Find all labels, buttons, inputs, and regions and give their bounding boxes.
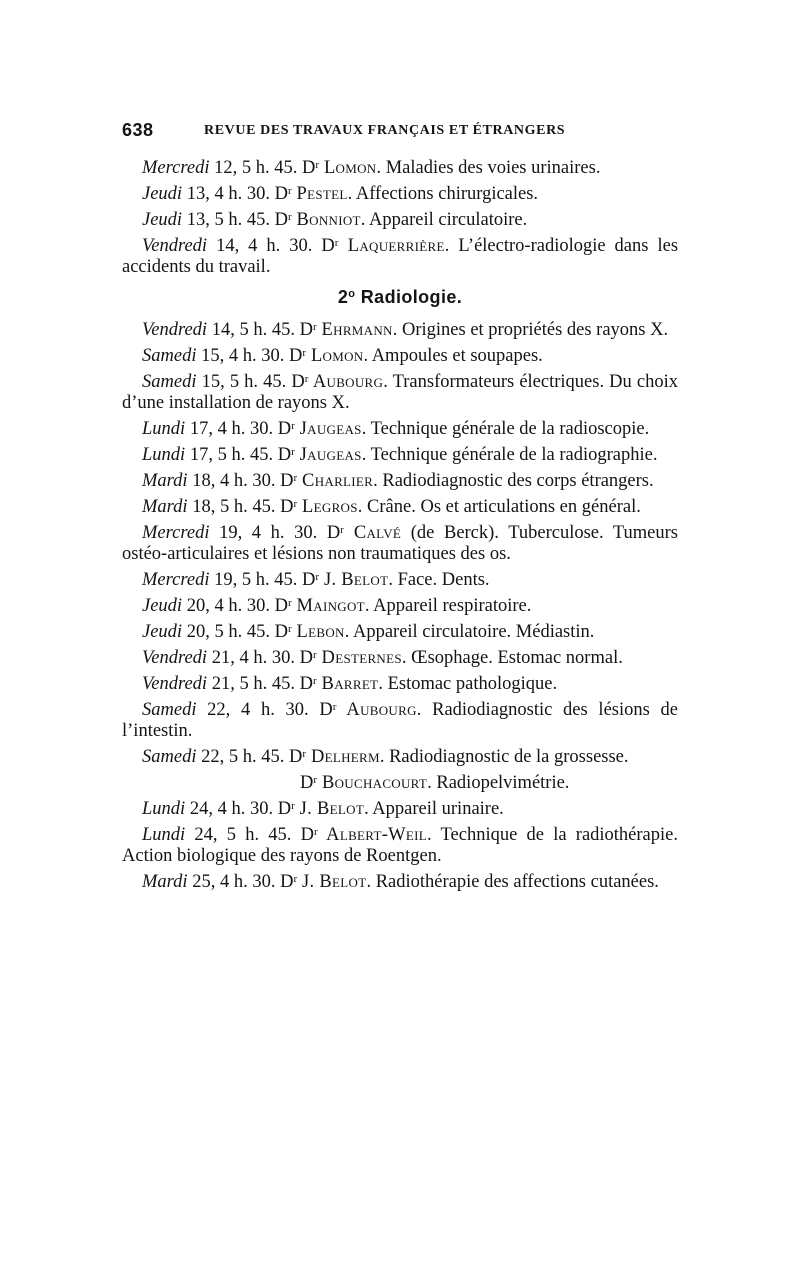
entry-dr-sup: r	[287, 211, 292, 223]
entry-lecturer: Pestel	[291, 184, 348, 204]
entry-lecturer: Calvé	[343, 523, 402, 543]
entry-topic: . Estomac pathologique.	[378, 674, 558, 694]
entry-dr: D	[277, 445, 292, 465]
entry-lecturer: Maingot	[291, 596, 365, 616]
entry-time: 22, 5 h. 45.	[196, 747, 289, 767]
entry-lecturer: J. Belot	[319, 570, 389, 590]
schedule-entry	[122, 445, 678, 466]
entry-time: 21, 5 h. 45.	[207, 674, 300, 694]
entry-lecturer: Lomon	[319, 158, 377, 178]
entry-time: 20, 5 h. 45.	[182, 622, 275, 642]
schedule-entry	[122, 320, 678, 341]
entry-topic: . Radiodiagnostic des lésions de l’intestin.	[122, 700, 678, 741]
entry-lecturer: J. Belot	[297, 872, 367, 892]
schedule-entry	[122, 872, 678, 893]
entry-day: Samedi	[142, 346, 197, 366]
schedule-entry	[122, 158, 678, 179]
entry-lecturer: Aubourg	[308, 372, 384, 392]
entry-dr: D	[274, 184, 288, 204]
entry-dr-sup: r	[302, 748, 307, 760]
entries-block-2	[122, 320, 678, 768]
entry-day: Mercredi	[142, 570, 210, 590]
entry-dr: D	[288, 346, 303, 366]
entry-day: Samedi	[142, 372, 197, 392]
entry-day: Vendredi	[142, 648, 208, 668]
entry-topic: (de Berck). Tuberculose. Tumeurs ostéo-articulaires et lésions non traumatiques des os.	[122, 523, 678, 564]
entry-topic: . Œsophage. Estomac normal.	[401, 648, 623, 668]
entry-dr: D	[299, 648, 313, 668]
entry-lecturer: Delherm	[306, 747, 380, 767]
entry-time: 14, 4 h. 30.	[207, 236, 322, 256]
schedule-entry	[122, 372, 678, 414]
entries-block-3	[122, 799, 678, 893]
entry-dr-sup: r	[313, 774, 318, 786]
entry-lecturer: Bonniot	[291, 210, 361, 230]
entry-time: 24, 4 h. 30.	[185, 799, 278, 819]
entry-day: Jeudi	[142, 596, 183, 616]
entry-day: Lundi	[142, 419, 186, 439]
entry-lecturer: Jaugeas	[294, 445, 362, 465]
schedule-entry	[122, 471, 678, 492]
entry-lecturer: Legros	[297, 497, 358, 517]
entry-dr: D	[299, 674, 313, 694]
entry-dr-sup: r	[304, 373, 309, 385]
entry-dr: D	[274, 210, 288, 230]
entry-topic: . Maladies des voies urinaires.	[376, 158, 601, 178]
entry-topic: . Transformateurs électriques. Du choix d’une installation de rayons X.	[122, 372, 679, 413]
entry-dr: D	[299, 320, 313, 340]
entry-dr: D	[280, 471, 294, 491]
entry-topic: . Appareil circulatoire.	[360, 210, 528, 230]
entry-time: 13, 4 h. 30.	[182, 184, 275, 204]
entry-dr-sup: r	[312, 649, 317, 661]
entry-time: 24, 5 h. 45.	[185, 825, 301, 845]
entry-dr-sup: r	[332, 701, 337, 713]
entry-day: Mardi	[142, 497, 188, 517]
schedule-entry	[122, 825, 678, 867]
schedule-entry	[122, 184, 678, 205]
entry-topic: . Appareil respiratoire.	[364, 596, 532, 616]
entry-lecturer: Ehrmann	[316, 320, 393, 340]
schedule-entry	[122, 648, 678, 669]
entry-day: Jeudi	[142, 184, 183, 204]
entry-day: Mardi	[142, 872, 188, 892]
entry-topic: . Appareil urinaire.	[364, 799, 504, 819]
document-page	[122, 120, 678, 898]
entry-time: 17, 4 h. 30.	[185, 419, 278, 439]
running-title: REVUE DES TRAVAUX FRANÇAIS ET ÉTRANGERS	[204, 123, 566, 138]
running-header	[122, 120, 678, 146]
entry-dr-sup: r	[293, 498, 298, 510]
entry-day: Mardi	[142, 471, 188, 491]
entry-day: Vendredi	[142, 320, 208, 340]
entry-dr-sup: r	[287, 185, 292, 197]
entry-dr-sup: r	[293, 472, 298, 484]
page-number: 638	[122, 120, 154, 140]
schedule-entry	[122, 596, 678, 617]
entry-dr-sup: r	[340, 524, 344, 536]
entry-dr: D	[288, 747, 303, 767]
entry-day: Mercredi	[142, 158, 210, 178]
entry-dr: D	[277, 799, 292, 819]
schedule-entry	[122, 747, 678, 768]
schedule-entry	[122, 523, 678, 565]
entry-time: 19, 4 h. 30.	[209, 523, 327, 543]
section-number-sup: o	[348, 288, 356, 300]
entry-time: 15, 4 h. 30.	[196, 346, 289, 366]
entry-topic: . Radiodiagnostic des corps étrangers.	[373, 471, 654, 491]
entry-day: Mercredi	[142, 523, 210, 543]
entry-time: 19, 5 h. 45.	[209, 570, 302, 590]
entry-day: Lundi	[142, 799, 186, 819]
entry-dr-sup: r	[287, 597, 292, 609]
entry-day: Samedi	[142, 700, 197, 720]
schedule-entry	[122, 570, 678, 591]
entry-time: 17, 5 h. 45.	[185, 445, 278, 465]
entry-topic: . Ampoules et soupapes.	[363, 346, 543, 366]
schedule-entry	[122, 700, 678, 742]
entry-day: Samedi	[142, 747, 197, 767]
schedule-entry	[122, 497, 678, 518]
entry-time: 22, 4 h. 30.	[196, 700, 320, 720]
entry-dr: D	[301, 158, 316, 178]
entry-dr: D	[300, 773, 314, 793]
entry-dr: D	[301, 570, 316, 590]
entry-dr: D	[274, 622, 288, 642]
entry-time: 15, 5 h. 45.	[196, 372, 292, 392]
entry-dr-sup: r	[312, 321, 317, 333]
entry-dr-sup: r	[293, 873, 298, 885]
entry-lecturer: Lomon	[306, 346, 364, 366]
schedule-entry	[122, 210, 678, 231]
section-number: 2	[337, 287, 349, 307]
entry-topic: . Technique générale de la radiographie.	[361, 445, 658, 465]
entry-time: 20, 4 h. 30.	[182, 596, 275, 616]
entry-dr-sup: r	[334, 237, 339, 249]
entry-topic: . L’électro-radiologie dans les accidents du travail.	[122, 236, 679, 277]
entry-day: Lundi	[142, 825, 186, 845]
entry-time: 14, 5 h. 45.	[207, 320, 300, 340]
entry-lecturer: Aubourg	[336, 700, 417, 720]
entry-dr-sup: r	[287, 623, 292, 635]
entry-time: 21, 4 h. 30.	[207, 648, 300, 668]
entry-dr: D	[280, 497, 294, 517]
entry-dr-sup: r	[312, 675, 317, 687]
entry-dr: D	[326, 523, 341, 543]
entry-lecturer: Jaugeas	[294, 419, 362, 439]
entry-lecturer: Albert-Weil	[317, 825, 428, 845]
entry-topic: . Radiodiagnostic de la grossesse.	[379, 747, 629, 767]
entry-dr: D	[300, 825, 314, 845]
entry-day: Jeudi	[142, 210, 183, 230]
entry-day: Vendredi	[142, 674, 208, 694]
schedule-entry	[122, 674, 678, 695]
entry-topic: . Radiothérapie des affections cutanées.	[366, 872, 659, 892]
section-heading	[122, 287, 678, 308]
entry-dr-sup: r	[291, 446, 295, 458]
entry-dr-sup: r	[291, 800, 295, 812]
entry-time: 18, 5 h. 45.	[187, 497, 281, 517]
section-title: Radiologie.	[355, 287, 463, 307]
entry-dr-sup: r	[315, 571, 320, 583]
entry-dr: D	[277, 419, 292, 439]
entry-topic: . Origines et propriétés des rayons X.	[392, 320, 669, 340]
entry-dr-sup: r	[302, 347, 307, 359]
entry-topic: . Technique générale de la radioscopie.	[361, 419, 650, 439]
entry-day: Lundi	[142, 445, 186, 465]
entry-topic: . Radiopelvimétrie.	[427, 773, 570, 793]
schedule-entry	[122, 622, 678, 643]
entry-lecturer: Charlier	[297, 471, 374, 491]
entry-topic: . Technique de la radiothérapie. Action biologique des rayons de Roentgen.	[122, 825, 678, 866]
entry-dr: D	[321, 236, 335, 256]
entry-lecturer: Bouchacourt	[317, 773, 428, 793]
entry-topic: . Crâne. Os et articulations en général.	[357, 497, 641, 517]
entry-lecturer: Desternes	[316, 648, 402, 668]
entry-lecturer: Lebon	[291, 622, 345, 642]
entry-dr-sup: r	[314, 826, 318, 838]
entry-lecturer: Laquerrière	[338, 236, 445, 256]
entry-lecturer: J. Belot	[294, 799, 365, 819]
continuation-entry	[122, 773, 678, 794]
entry-dr: D	[274, 596, 288, 616]
schedule-entry	[122, 346, 678, 367]
entry-dr: D	[319, 700, 333, 720]
entry-topic: . Face. Dents.	[388, 570, 490, 590]
entry-topic: . Affections chirurgicales.	[347, 184, 539, 204]
entry-dr-sup: r	[291, 420, 295, 432]
entry-time: 12, 5 h. 45.	[209, 158, 302, 178]
entry-day: Jeudi	[142, 622, 183, 642]
entries-block-1	[122, 158, 678, 278]
schedule-entry	[122, 419, 678, 440]
entry-lecturer: Barret	[316, 674, 379, 694]
schedule-entry	[122, 799, 678, 820]
entry-dr-sup: r	[315, 159, 320, 171]
entry-day: Vendredi	[142, 236, 208, 256]
entry-topic: . Appareil circulatoire. Médiastin.	[344, 622, 595, 642]
schedule-entry	[122, 236, 678, 278]
entry-time: 25, 4 h. 30.	[187, 872, 281, 892]
entry-dr: D	[280, 872, 294, 892]
entry-dr: D	[291, 372, 305, 392]
entry-time: 13, 5 h. 45.	[182, 210, 275, 230]
entry-time: 18, 4 h. 30.	[187, 471, 281, 491]
